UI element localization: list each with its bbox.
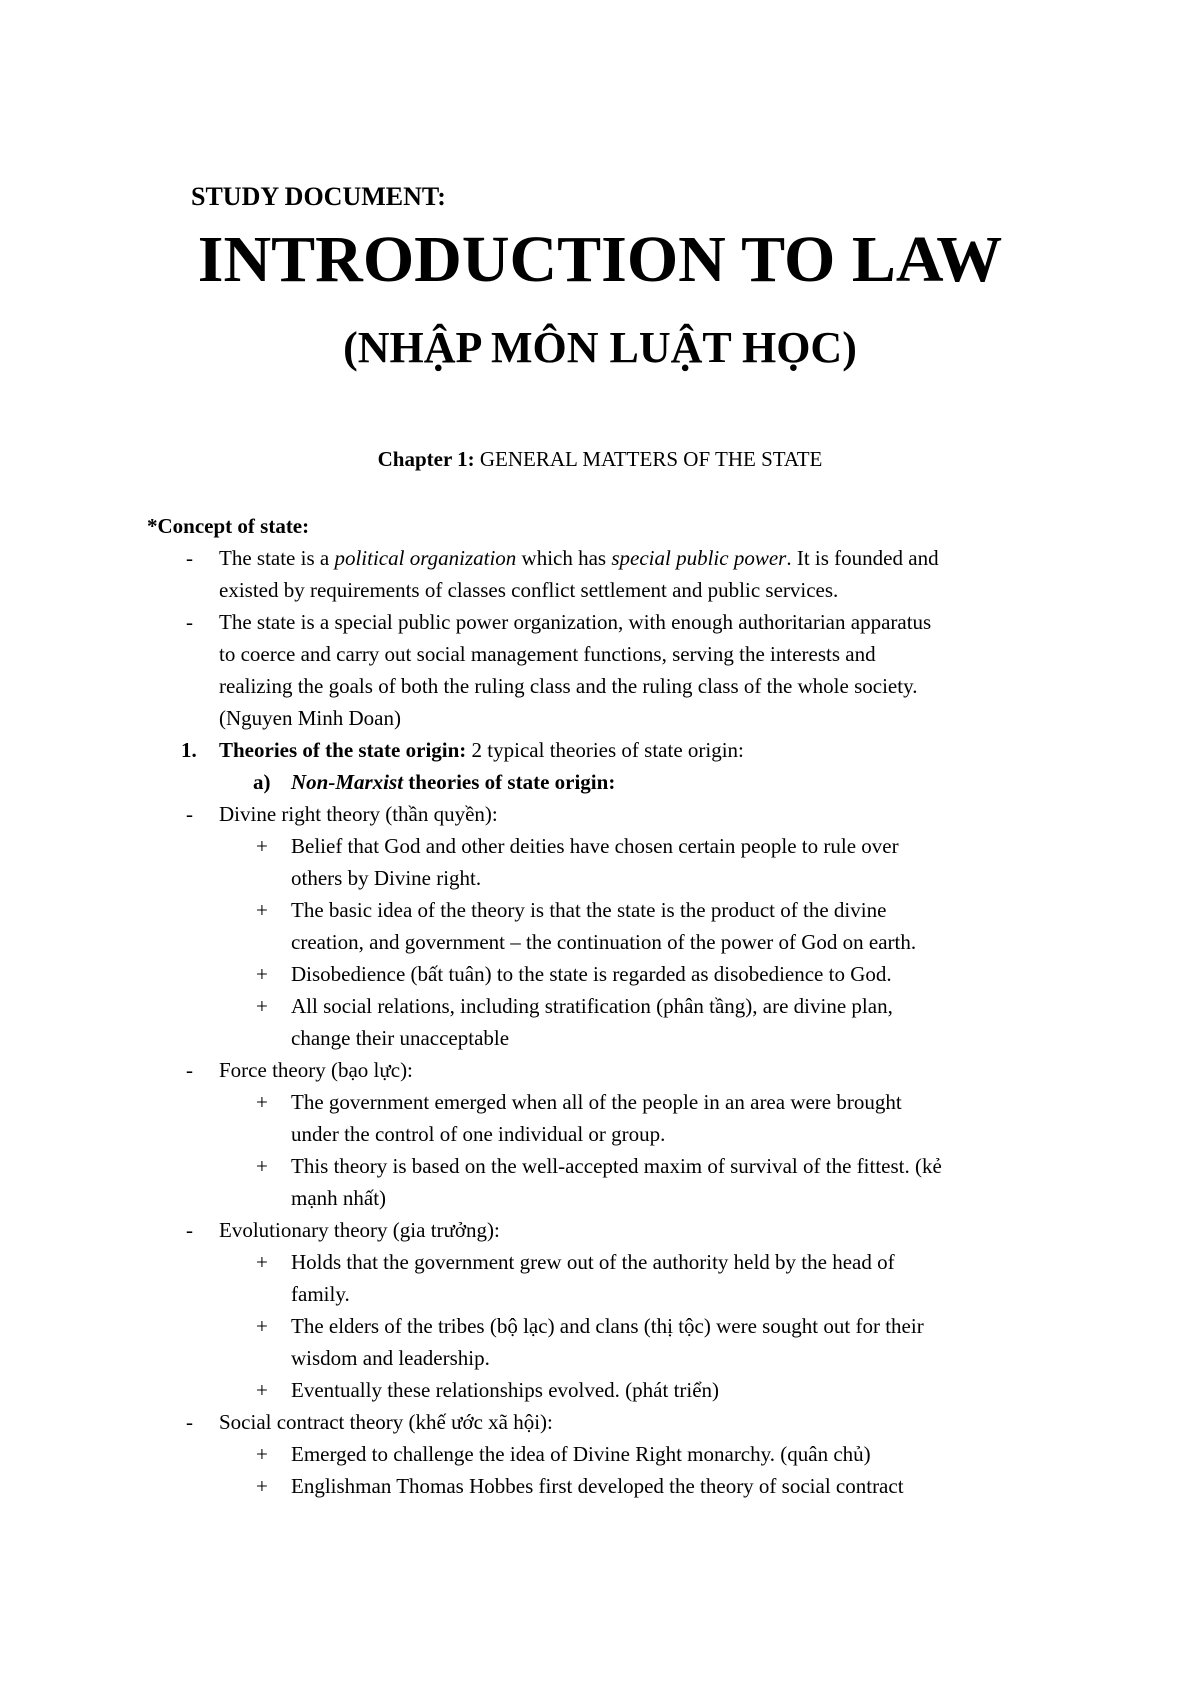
concept-text: The state is a — [219, 546, 335, 570]
concept-paragraph-1 — [219, 548, 939, 569]
plus-marker: + — [256, 834, 268, 858]
plus-marker: + — [256, 1474, 268, 1498]
theory-point: Holds that the government grew out of the authority held by the head of — [291, 1250, 895, 1274]
section-heading-bold: Theories of the state origin: — [219, 738, 467, 762]
dash-marker: - — [186, 802, 193, 826]
concept-paragraph-2-line: realizing the goals of both the ruling class and the ruling class of the whole society. — [219, 674, 918, 698]
theory-point: Eventually these relationships evolved. (phát triển) — [291, 1378, 720, 1402]
theory-point: This theory is based on the well-accepted maxim of survival of the fittest. (kẻ — [291, 1154, 942, 1178]
subsection-heading — [291, 772, 615, 793]
theory-point: The elders of the tribes (bộ lạc) and clans (thị tộc) were sought out for their — [291, 1314, 924, 1338]
theory-point: All social relations, including stratification (phân tầng), are divine plan, — [291, 994, 893, 1018]
concept-italic-term: special public power — [611, 546, 787, 570]
dash-marker: - — [186, 1058, 193, 1082]
theory-item: Divine right theory (thần quyền): — [219, 802, 498, 826]
dash-marker: - — [186, 546, 193, 570]
plus-marker: + — [256, 1442, 268, 1466]
chapter-heading — [0, 447, 1200, 472]
concept-paragraph-1-line-2: existed by requirements of classes conflict settlement and public services. — [219, 578, 839, 602]
theory-point: creation, and government – the continuation of the power of God on earth. — [291, 930, 917, 954]
plus-marker: + — [256, 898, 268, 922]
plus-marker: + — [256, 1314, 268, 1338]
theory-point: mạnh nhất) — [291, 1186, 387, 1210]
document-subtitle: (NHẬP MÔN LUẬT HỌC) — [343, 323, 857, 372]
study-document-label: STUDY DOCUMENT: — [191, 182, 446, 211]
concept-text: . It is founded and — [786, 546, 939, 570]
theory-item: Social contract theory (khế ước xã hội): — [219, 1410, 553, 1434]
concept-paragraph-2-line: to coerce and carry out social management functions, serving the interests and — [219, 642, 876, 666]
theory-point: The government emerged when all of the people in an area were brought — [291, 1090, 902, 1114]
chapter-prefix: Chapter 1: — [377, 447, 475, 471]
theory-point: others by Divine right. — [291, 866, 482, 890]
section-number: 1. — [181, 738, 197, 762]
subsection-rest: theories of state origin: — [403, 770, 616, 794]
theory-point: Englishman Thomas Hobbes first developed the theory of social contract — [291, 1474, 904, 1498]
theory-point: family. — [291, 1282, 350, 1306]
chapter-title: GENERAL MATTERS OF THE STATE — [479, 447, 823, 471]
theory-item: Evolutionary theory (gia trưởng): — [219, 1218, 500, 1242]
plus-marker: + — [256, 1250, 268, 1274]
concept-text: which has — [516, 546, 612, 570]
concept-paragraph-2-line: (Nguyen Minh Doan) — [219, 706, 401, 730]
plus-marker: + — [256, 1154, 268, 1178]
plus-marker: + — [256, 994, 268, 1018]
theory-point: Belief that God and other deities have chosen certain people to rule over — [291, 834, 899, 858]
theory-point: change their unacceptable — [291, 1026, 510, 1050]
theory-point: Disobedience (bất tuân) to the state is regarded as disobedience to God. — [291, 962, 892, 986]
document-title: INTRODUCTION TO LAW — [197, 223, 1003, 296]
subsection-letter: a) — [253, 770, 271, 794]
plus-marker: + — [256, 962, 268, 986]
section-heading — [219, 740, 744, 761]
subsection-italic: Non-Marxist — [291, 770, 404, 794]
concept-paragraph-2-line: The state is a special public power organization, with enough authoritarian apparatus — [219, 610, 932, 634]
dash-marker: - — [186, 610, 193, 634]
concept-heading: *Concept of state: — [147, 514, 310, 538]
theory-point: under the control of one individual or group. — [291, 1122, 666, 1146]
dash-marker: - — [186, 1218, 193, 1242]
theory-point: The basic idea of the theory is that the state is the product of the divine — [291, 898, 887, 922]
theory-point: wisdom and leadership. — [291, 1346, 490, 1370]
plus-marker: + — [256, 1378, 268, 1402]
theory-point: Emerged to challenge the idea of Divine Right monarchy. (quân chủ) — [291, 1442, 871, 1466]
dash-marker: - — [186, 1410, 193, 1434]
theory-item: Force theory (bạo lực): — [219, 1058, 413, 1082]
concept-italic-term: political organization — [334, 546, 517, 570]
section-heading-rest: 2 typical theories of state origin: — [466, 738, 744, 762]
plus-marker: + — [256, 1090, 268, 1114]
